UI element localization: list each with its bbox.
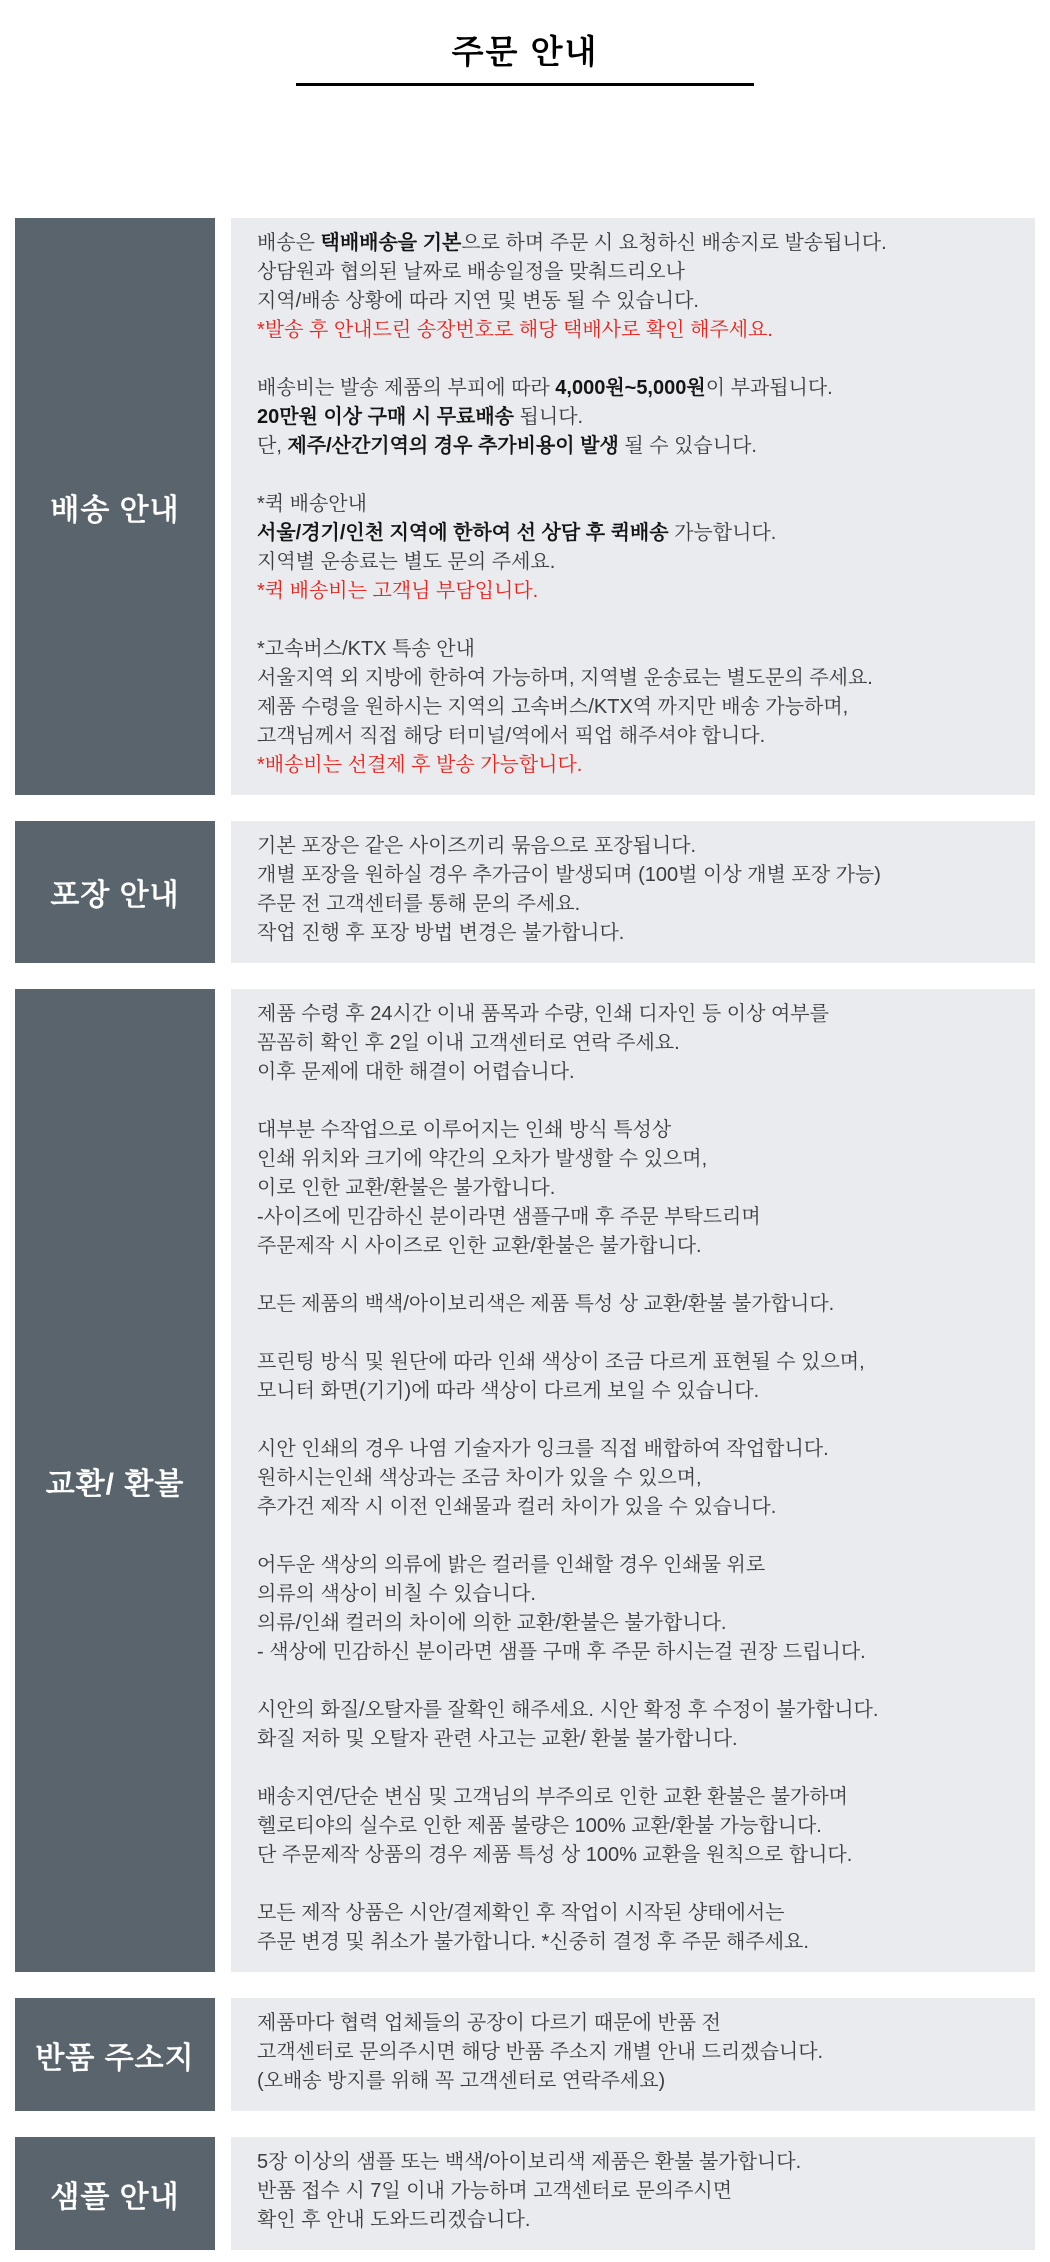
text-line (257, 1638, 1023, 1667)
text-line (257, 635, 1023, 664)
body-text: 기본 포장은 같은 사이즈끼리 묶음으로 포장됩니다. (257, 835, 697, 857)
paragraph (257, 2009, 1023, 2096)
body-text: 대부분 수작업으로 이루어지는 인쇄 방식 특성상 (257, 1119, 672, 1141)
text-line (257, 519, 1023, 548)
body-text: 됩니다. (514, 406, 584, 428)
body-text: 원하시는인쇄 색상과는 조금 차이가 있을 수 있으며, (257, 1467, 702, 1489)
emphasized-text: 4,000원~5,000원 (555, 377, 706, 399)
body-text: 이 부과됩니다. (705, 377, 833, 399)
text-line (257, 1174, 1023, 1203)
body-text: 헬로티야의 실수로 인한 제품 불량은 100% 교환/환불 가능합니다. (257, 1815, 822, 1837)
body-text: 제품 수령을 원하시는 지역의 고속버스/KTX역 까지만 배송 가능하며, (257, 696, 849, 718)
text-line (257, 1145, 1023, 1174)
info-section (15, 821, 1035, 963)
text-line (257, 1464, 1023, 1493)
text-line (257, 490, 1023, 519)
text-line (257, 664, 1023, 693)
body-text: 확인 후 안내 도와드리겠습니다. (257, 2209, 531, 2231)
text-line (257, 751, 1023, 780)
text-line (257, 722, 1023, 751)
body-text: 주문제작 시 사이즈로 인한 교환/환불은 불가합니다. (257, 1235, 702, 1257)
body-text: 배송은 (257, 232, 321, 254)
body-text: 모니터 화면(기기)에 따라 색상이 다르게 보일 수 있습니다. (257, 1380, 760, 1402)
body-text: 모든 제품의 백색/아이보리색은 제품 특성 상 교환/환불 불가합니다. (257, 1293, 835, 1315)
body-text: 화질 저하 및 오탈자 관련 사고는 교환/ 환불 불가합니다. (257, 1728, 738, 1750)
body-text: 시안 인쇄의 경우 나염 기술자가 잉크를 직접 배합하여 작업합니다. (257, 1438, 829, 1460)
text-line (257, 1841, 1023, 1870)
body-text: *퀵 배송안내 (257, 493, 367, 515)
body-text: 꼼꼼히 확인 후 2일 이내 고객센터로 연락 주세요. (257, 1032, 680, 1054)
body-text: 시안의 화질/오탈자를 잘확인 해주세요. 시안 확정 후 수정이 불가합니다. (257, 1699, 879, 1721)
text-line (257, 1116, 1023, 1145)
text-line (257, 1899, 1023, 1928)
body-text: 주문 변경 및 취소가 불가합니다. *신중히 결정 후 주문 해주세요. (257, 1931, 809, 1953)
body-text: 될 수 있습니다. (618, 435, 757, 457)
body-text: 주문 전 고객센터를 통해 문의 주세요. (257, 893, 581, 915)
text-line (257, 1435, 1023, 1464)
body-text: *배송비는 선결제 후 발송 가능합니다. (257, 754, 583, 776)
body-text: (오배송 방지를 위해 꼭 고객센터로 연락주세요) (257, 2070, 666, 2092)
paragraph (257, 1435, 1023, 1522)
text-line (257, 1203, 1023, 1232)
body-text: 지역별 운송료는 별도 문의 주세요. (257, 551, 556, 573)
body-text: - 색상에 민감하신 분이라면 샘플 구매 후 주문 하시는걸 권장 드립니다. (257, 1641, 866, 1663)
paragraph (257, 1551, 1023, 1667)
body-text: -사이즈에 민감하신 분이라면 샘플구매 후 주문 부탁드리며 (257, 1206, 761, 1228)
text-line (257, 919, 1023, 948)
body-text: 개별 포장을 원하실 경우 추가금이 발생되며 (100벌 이상 개별 포장 가능) (257, 864, 881, 886)
body-text: 의류/인쇄 컬러의 차이에 의한 교환/환불은 불가합니다. (257, 1612, 727, 1634)
section-label: 교환/ 환불 (15, 989, 215, 1972)
text-line (257, 2148, 1023, 2177)
body-text: 모든 제작 상품은 시안/결제확인 후 작업이 시작된 샹태에서는 (257, 1902, 785, 1924)
paragraph (257, 1348, 1023, 1406)
body-text: 가능합니다. (668, 522, 777, 544)
body-text: *고속버스/KTX 특송 안내 (257, 638, 475, 660)
text-line (257, 374, 1023, 403)
text-line (257, 548, 1023, 577)
section-content (231, 2137, 1035, 2250)
emphasized-text: 제주/산간기역의 경우 추가비용이 발생 (287, 435, 619, 457)
text-line (257, 1348, 1023, 1377)
body-text: 의류의 색상이 비칠 수 있습니다. (257, 1583, 536, 1605)
text-line (257, 1580, 1023, 1609)
paragraph (257, 1899, 1023, 1957)
text-line (257, 432, 1023, 461)
section-content (231, 1998, 1035, 2111)
text-line (257, 1232, 1023, 1261)
body-text: 제품 수령 후 24시간 이내 품목과 수량, 인쇄 디자인 등 이상 여부를 (257, 1003, 829, 1025)
text-line (257, 2206, 1023, 2235)
text-line (257, 2009, 1023, 2038)
text-line (257, 1725, 1023, 1754)
body-text: 배송지연/단순 변심 및 고객님의 부주의로 인한 교환 환불은 불가하며 (257, 1786, 848, 1808)
text-line (257, 693, 1023, 722)
body-text: 5장 이상의 샘플 또는 백색/아이보리색 제품은 환불 불가합니다. (257, 2151, 802, 2173)
text-line (257, 1377, 1023, 1406)
text-line (257, 2038, 1023, 2067)
text-line (257, 1058, 1023, 1087)
body-text: 추가건 제작 시 이전 인쇄물과 컬러 차이가 있을 수 있습니다. (257, 1496, 777, 1518)
body-text: 단, (257, 435, 288, 457)
paragraph (257, 1783, 1023, 1870)
body-text: 으로 하며 주문 시 요청하신 배송지로 발송됩니다. (461, 232, 887, 254)
body-text: 인쇄 위치와 크기에 약간의 오차가 발생할 수 있으며, (257, 1148, 708, 1170)
body-text: 반품 접수 시 7일 이내 가능하며 고객센터로 문의주시면 (257, 2180, 733, 2202)
section-label: 반품 주소지 (15, 1998, 215, 2111)
text-line (257, 577, 1023, 606)
emphasized-text: 서울/경기/인천 지역에 한하여 선 상담 후 퀵배송 (257, 522, 669, 544)
body-text: *발송 후 안내드린 송장번호로 해당 택배사로 확인 해주세요. (257, 319, 773, 341)
page-title: 주문 안내 (451, 33, 599, 70)
text-line (257, 229, 1023, 258)
body-text: 작업 진행 후 포장 방법 변경은 불가합니다. (257, 922, 625, 944)
text-line (257, 1812, 1023, 1841)
text-line (257, 2067, 1023, 2096)
body-text: 단 주문제작 상품의 경우 제품 특성 상 100% 교환을 원칙으로 합니다. (257, 1844, 853, 1866)
section-content (231, 989, 1035, 1972)
info-section (15, 1998, 1035, 2111)
body-text: 서울지역 외 지방에 한하여 가능하며, 지역별 운송료는 별도문의 주세요. (257, 667, 873, 689)
section-label: 배송 안내 (15, 218, 215, 795)
section-content (231, 821, 1035, 963)
text-line (257, 1551, 1023, 1580)
text-line (257, 890, 1023, 919)
body-text: 프린팅 방식 및 원단에 따라 인쇄 색상이 조금 다르게 표현될 수 있으며, (257, 1351, 865, 1373)
emphasized-text: 택배배송을 기본 (320, 232, 462, 254)
paragraph (257, 1116, 1023, 1261)
body-text: 고객센터로 문의주시면 해당 반품 주소지 개별 안내 드리겠습니다. (257, 2041, 824, 2063)
text-line (257, 287, 1023, 316)
text-line (257, 1493, 1023, 1522)
body-text: 제품마다 협력 업체들의 공장이 다르기 때문에 반품 전 (257, 2012, 721, 2034)
body-text: *퀵 배송비는 고객님 부담입니다. (257, 580, 539, 602)
text-line (257, 1696, 1023, 1725)
paragraph (257, 1290, 1023, 1319)
body-text: 어두운 색상의 의류에 밝은 컬러를 인쇄할 경우 인쇄물 위로 (257, 1554, 766, 1576)
body-text: 지역/배송 상황에 따라 지연 및 변동 될 수 있습니다. (257, 290, 699, 312)
section-label: 샘플 안내 (15, 2137, 215, 2250)
text-line (257, 1029, 1023, 1058)
text-line (257, 832, 1023, 861)
text-line (257, 861, 1023, 890)
paragraph (257, 2148, 1023, 2235)
info-sections (0, 218, 1050, 2250)
text-line (257, 2177, 1023, 2206)
text-line (257, 1000, 1023, 1029)
text-line (257, 1609, 1023, 1638)
section-content (231, 218, 1035, 795)
body-text: 이후 문제에 대한 해결이 어렵습니다. (257, 1061, 575, 1083)
paragraph (257, 832, 1023, 948)
paragraph (257, 374, 1023, 461)
paragraph (257, 229, 1023, 345)
body-text: 상담원과 협의된 날짜로 배송일정을 맞춰드리오나 (257, 261, 685, 283)
text-line (257, 403, 1023, 432)
info-section (15, 2137, 1035, 2250)
title-underline (296, 83, 754, 86)
text-line (257, 1290, 1023, 1319)
paragraph (257, 490, 1023, 606)
body-text: 이로 인한 교환/환불은 불가합니다. (257, 1177, 556, 1199)
info-section (15, 218, 1035, 795)
info-section (15, 989, 1035, 1972)
section-label: 포장 안내 (15, 821, 215, 963)
emphasized-text: 20만원 이상 구매 시 무료배송 (257, 406, 514, 428)
text-line (257, 258, 1023, 287)
page-header (0, 0, 1050, 86)
text-line (257, 316, 1023, 345)
body-text: 고객님께서 직접 해당 터미널/역에서 픽업 해주셔야 합니다. (257, 725, 766, 747)
body-text: 배송비는 발송 제품의 부피에 따라 (257, 377, 556, 399)
paragraph (257, 1000, 1023, 1087)
text-line (257, 1928, 1023, 1957)
paragraph (257, 1696, 1023, 1754)
text-line (257, 1783, 1023, 1812)
paragraph (257, 635, 1023, 780)
